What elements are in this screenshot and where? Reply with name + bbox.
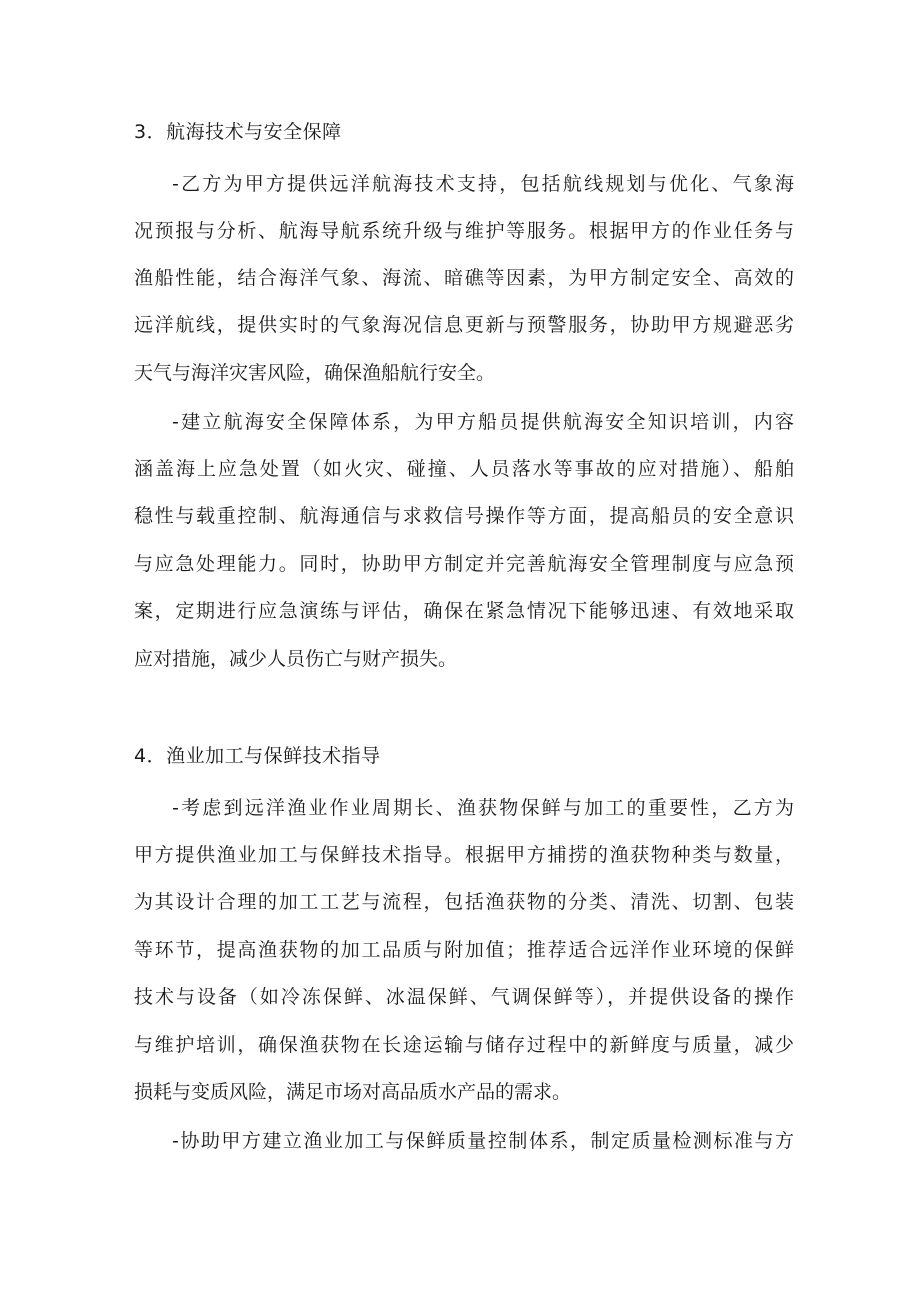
paragraph-line: -考虑到远洋渔业作业周期长、渔获物保鲜与加工的重要性，乙方为 xyxy=(172,797,794,819)
paragraph-line: 为其设计合理的加工工艺与流程，包括渔获物的分类、清洗、切割、包装 xyxy=(134,891,794,913)
section-heading-3: 3．航海技术与安全保障 xyxy=(134,121,342,143)
paragraph-line: 甲方提供渔业加工与保鲜技术指导。根据甲方捕捞的渔获物种类与数量， xyxy=(134,844,794,866)
paragraph-line: 天气与海洋灾害风险，确保渔船航行安全。 xyxy=(134,362,496,384)
paragraph-line: 与维护培训，确保渔获物在长途运输与储存过程中的新鲜度与质量，减少 xyxy=(134,1034,794,1056)
paragraph-line: -协助甲方建立渔业加工与保鲜质量控制体系，制定质量检测标准与方 xyxy=(172,1130,794,1152)
paragraph-line: 况预报与分析、航海导航系统升级与维护等服务。根据甲方的作业任务与 xyxy=(134,220,794,242)
paragraph-line: 与应急处理能力。同时，协助甲方制定并完善航海安全管理制度与应急预 xyxy=(134,553,794,575)
paragraph-line: 渔船性能，结合海洋气象、海流、暗礁等因素，为甲方制定安全、高效的 xyxy=(134,267,794,289)
paragraph-line: 等环节，提高渔获物的加工品质与附加值；推荐适合远洋作业环境的保鲜 xyxy=(134,939,794,961)
paragraph-line: 涵盖海上应急处置（如火灾、碰撞、人员落水等事故的应对措施）、船舶 xyxy=(134,458,794,480)
paragraph-line: 案，定期进行应急演练与评估，确保在紧急情况下能够迅速、有效地采取 xyxy=(134,600,794,622)
paragraph-line: 稳性与载重控制、航海通信与求救信号操作等方面，提高船员的安全意识 xyxy=(134,505,794,527)
paragraph-line: 远洋航线，提供实时的气象海况信息更新与预警服务，协助甲方规避恶劣 xyxy=(134,314,794,336)
section-heading-4: 4．渔业加工与保鲜技术指导 xyxy=(134,745,381,767)
paragraph-line: -乙方为甲方提供远洋航海技术支持，包括航线规划与优化、气象海 xyxy=(172,173,794,195)
paragraph-line: 技术与设备（如冷冻保鲜、冰温保鲜、气调保鲜等），并提供设备的操作 xyxy=(134,986,794,1008)
paragraph-line: 应对措施，减少人员伤亡与财产损失。 xyxy=(134,648,458,670)
paragraph-line: 损耗与变质风险，满足市场对高品质水产品的需求。 xyxy=(134,1081,572,1103)
paragraph-line: -建立航海安全保障体系，为甲方船员提供航海安全知识培训，内容 xyxy=(172,411,794,433)
